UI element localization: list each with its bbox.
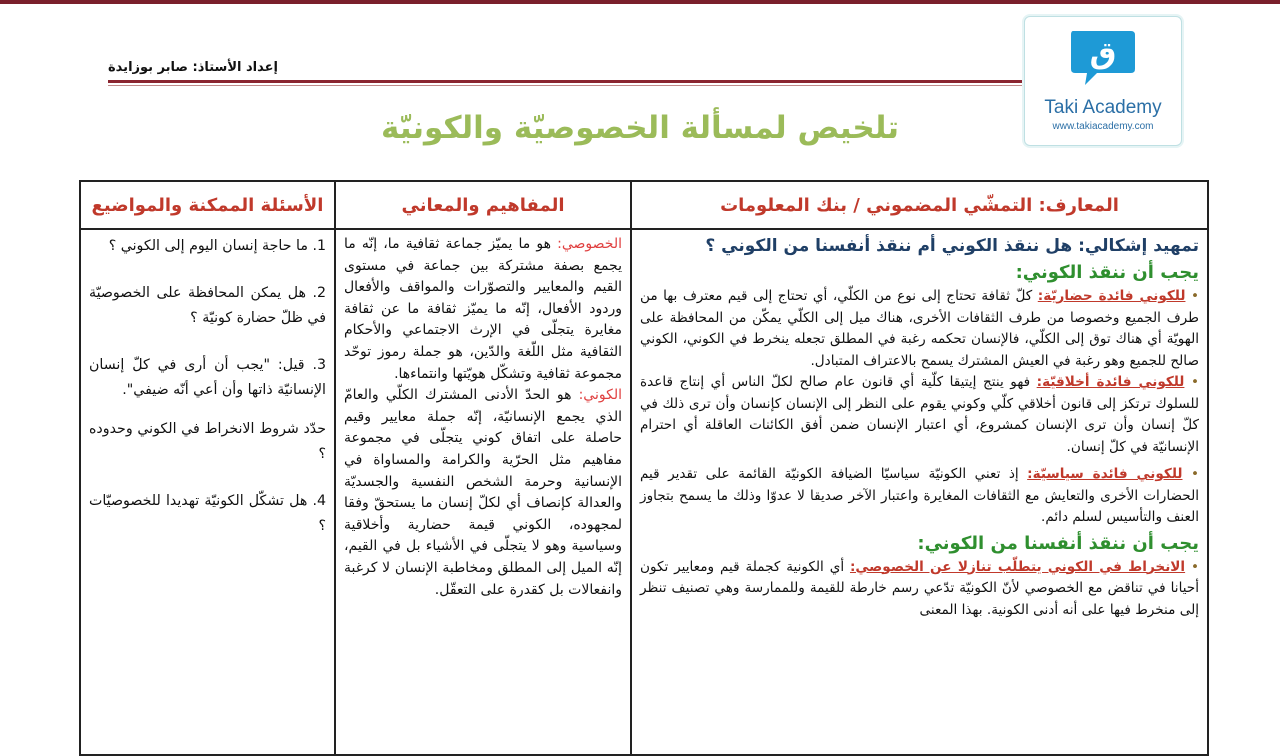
bullet-title: للكوني فائدة سياسيّة: (1027, 466, 1183, 482)
question-item: 1. ما حاجة إنسان اليوم إلى الكوني ؟ (108, 238, 326, 254)
logo-glyph: ق (1089, 36, 1117, 71)
bullet-text: أي الكونية كجملة قيم ومعايير تكون أحيانا في تناقض مع الخصوصي لأنّ الكونيّة تدّعي رسم خارطة للقيمة وللممارسة وهي تصنيف تنظر إلى منخرط فيها على أنه أدنى الكونية. بهذا المعنى (640, 558, 1199, 618)
logo-speech-bubble-icon (1067, 27, 1139, 89)
logo-website-url: www.takiacademy.com (1052, 121, 1154, 132)
concepts-cell (335, 229, 631, 755)
table-body-row (80, 229, 1208, 755)
section-heading-save-ourselves: يجب أن ننقذ أنفسنا من الكوني: (917, 532, 1199, 554)
concept-text: هو ما يميّز جماعة ثقافية ما، إنّه ما يجمع بصفة مشتركة بين جماعة في مستوى القيم والمعايير والتصوّرات والمواقف والأفعال وردود الأفعال، إنّه ما يميّز ثقافة ما عن ثقافة مغايرة يتجلّى في الإرث الاجتماعي والأحكام الثقافية مثل اللّغة والدّين، هو جملة رموز توحّد مجموعة ثقافية وتشكّل هويّتها وانتماءها. (344, 236, 622, 382)
taki-academy-logo (1024, 16, 1182, 146)
questions-cell (80, 229, 335, 755)
summary-table (79, 180, 1209, 756)
question-item: 3. قيل: "يجب أن أرى في كلّ إنسان الإنسانيّة ذاتها وأن أعي أنّه ضيفي". (89, 357, 326, 398)
question-item: 4. هل تشكّل الكونيّة تهديدا للخصوصيّات ؟ (89, 493, 326, 534)
intro-label: تمهيد إشكالي: (1078, 236, 1199, 256)
header-divider-thin (108, 85, 1038, 86)
section-heading-save-universal: يجب أن ننقذ الكوني: (1015, 262, 1199, 283)
bullet-concession (640, 557, 1199, 622)
header-divider (108, 80, 1038, 83)
concept-label: الكوني: (578, 387, 622, 404)
bullet-dot-icon: • (1190, 558, 1199, 575)
concept-particular (344, 234, 622, 385)
question-item: حدّد شروط الانخراط في الكوني وحدوده ؟ (89, 421, 326, 462)
bullet-text: فهو ينتج إيتيقا كلّية أي قانون عام صالح لكلّ الناس أي إنتاج قاعدة للسلوك ترتكز إلى قانون أخلاقي كلّي وكوني يقوم على النظر إلى الإنسان كإنسان وأن ترى ذلك في كلّ إنسان وأن ترى الإنسان كمشروع، أي اعتبار الإنسان ضمن أفق الكائنات العاقلة أي احترام الإنسانيّة في كلّ إنسان. (640, 374, 1199, 455)
bullet-text: كلّ ثقافة تحتاج إلى نوع من الكلّي، أي تحتاج إلى قيم معترف بها من طرف الجميع وخصوصا من طرف الثقافات الأخرى، هناك ميل إلى الكلّي يمكّن من المحافظة على الهويّة أي هناك توق إلى الكلّي، فالإنسان تحكمه رغبة في المطلق تجعله ينخرط في الكوني، الكوني صالح للجميع وهو رغبة في العيش المشترك يسمح بالاعتراف المتبادل. (640, 288, 1199, 369)
question-item: 2. هل يمكن المحافظة على الخصوصيّة في ظلّ حضارة كونيّة ؟ (89, 285, 326, 326)
logo-brand-name: Taki Academy (1044, 97, 1162, 118)
bullet-text: إذ تعني الكونيّة سياسيّا الضيافة الكونيّة القائمة على تقدير قيم الحضارات الأخرى والتعايش مع الثقافات المغايرة واعتبار الآخر صديقا لا عدوّا وذلك ما يسمح بتجاوز العنف والتأسيس لسلم دائم. (640, 466, 1199, 525)
concept-label: الخصوصي: (557, 236, 622, 252)
intro-line (640, 234, 1199, 258)
header-questions: الأسئلة الممكنة والمواضيع (80, 181, 335, 229)
bullet-title: الانخراط في الكوني يتطلّب تنازلا عن الخصوصي: (849, 558, 1186, 575)
bullet-title: للكوني فائدة حضاريّة: (1037, 288, 1186, 304)
top-border-rule (0, 0, 1280, 4)
bullet-dot-icon: • (1190, 374, 1200, 390)
bullet-dot-icon: • (1190, 466, 1200, 482)
intro-question: هل ننقذ الكوني أم ننقذ أنفسنا من الكوني ؟ (705, 236, 1073, 256)
concept-universal (344, 385, 622, 601)
knowledge-cell (631, 229, 1208, 755)
header-knowledge: المعارف: التمشّي المضموني / بنك المعلومات (631, 181, 1208, 229)
concept-text: هو الحدّ الأدنى المشترك الكلّي والعامّ الذي يجمع الإنسانيّة، إنّه جملة معايير وقيم حاصلة على اتفاق كوني يتجلّى في مجموعة مفاهيم مثل الحرّية والكرامة والمساواة في الإنسانية وحرمة الشخص النفسية والجسديّة والعدالة كإنصاف أي لكلّ إنسان ما يستحقّ وفقا لمجهوده، الكوني قيمة حضارية وأخلاقية وسياسية وهو لا يتجلّى في الأشياء بل في القيم، إنّه الميل إلى المطلق ومخاطبة الإنسان لا كرغبة وانفعالات بل كقدرة على التعقّل. (344, 387, 622, 598)
bullet-dot-icon: • (1190, 288, 1199, 304)
bullet-civilizational (640, 286, 1199, 372)
header-concepts: المفاهيم والمعاني (335, 181, 631, 229)
bullet-political (640, 464, 1199, 529)
author-credit: إعداد الأستاذ: صابر بوزايدة (108, 60, 278, 75)
bullet-ethical (640, 372, 1199, 458)
table-header-row (80, 181, 1208, 229)
document-title: تلخيص لمسألة الخصوصيّة والكونيّة (380, 110, 900, 146)
bullet-title: للكوني فائدة أخلاقيّة: (1036, 374, 1185, 390)
